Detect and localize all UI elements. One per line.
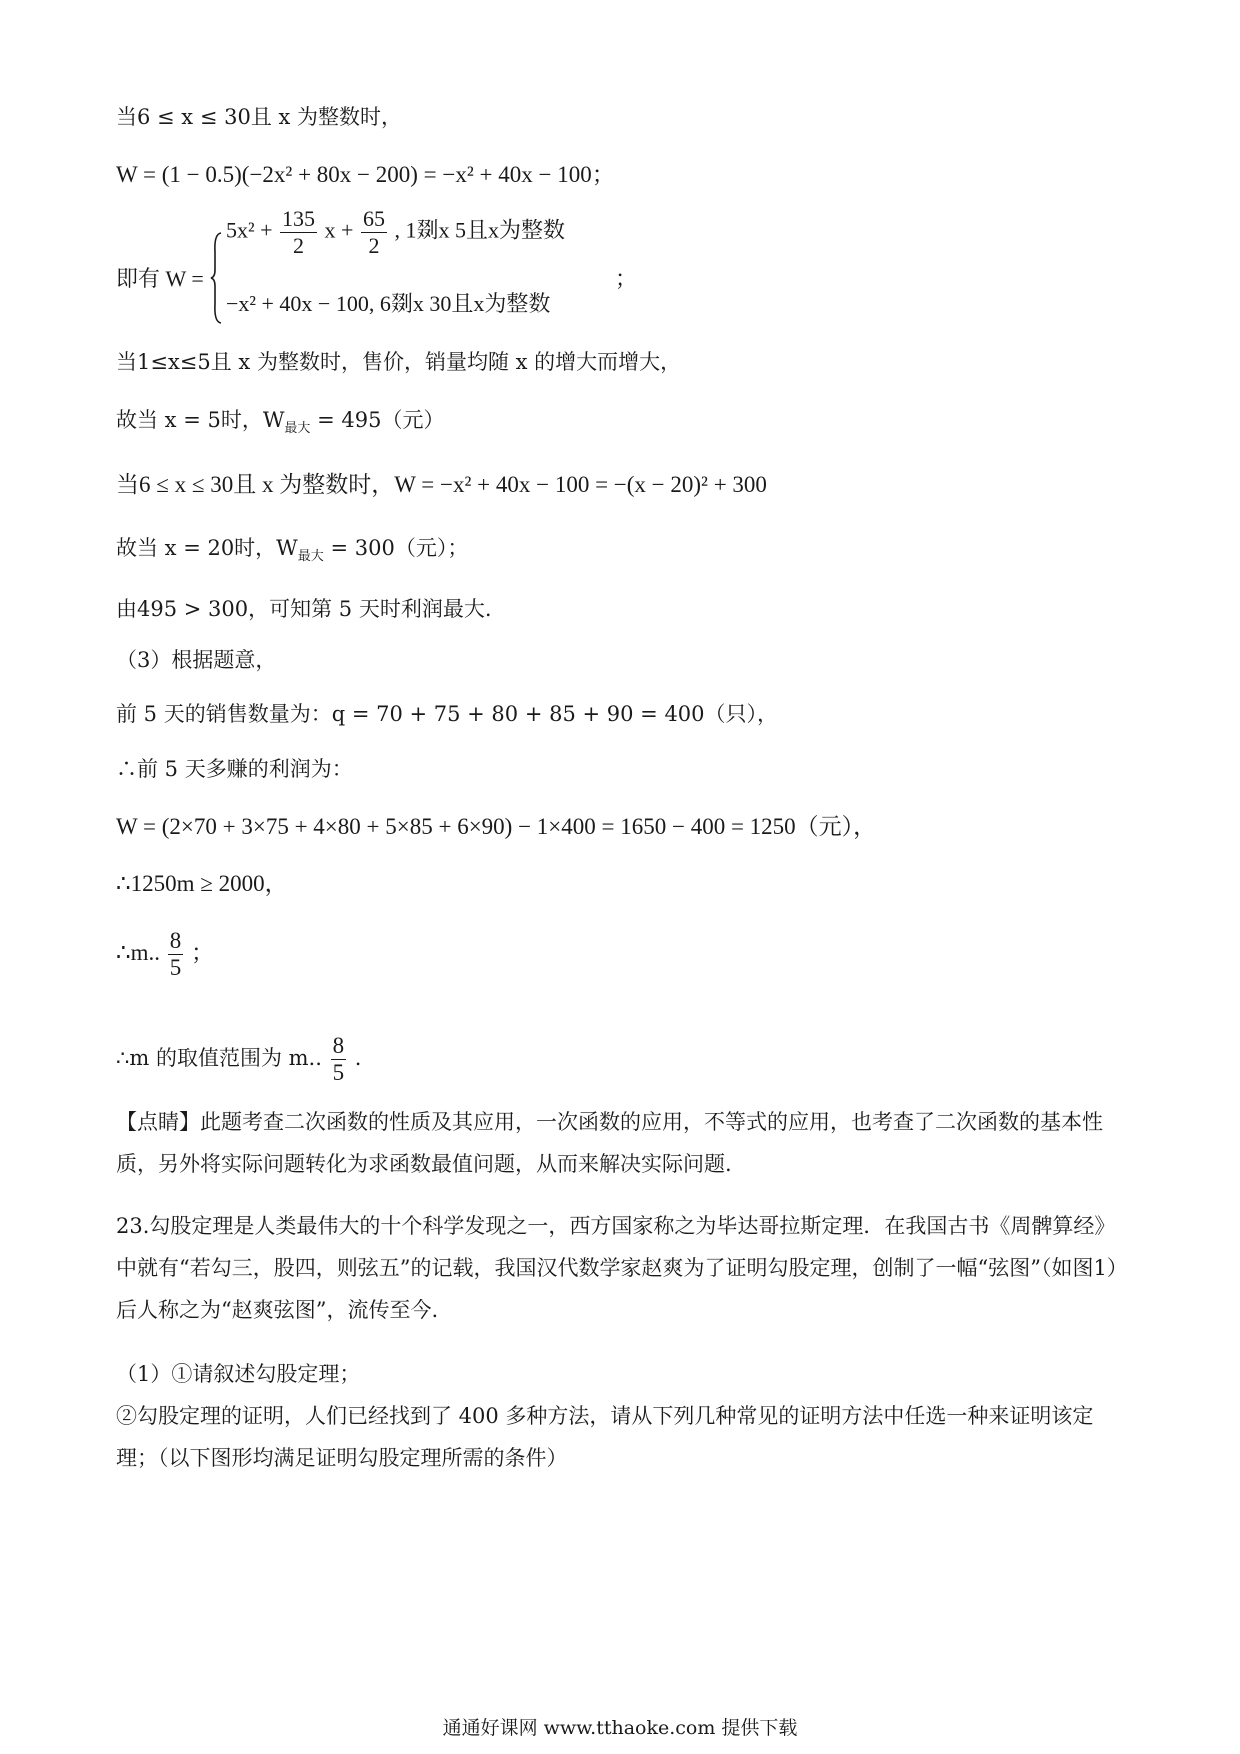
fraction-denominator: 5 xyxy=(332,1060,345,1085)
fraction-numerator: 8 xyxy=(169,928,182,953)
question-23-part-1: （1）①请叙述勾股定理； xyxy=(116,1362,361,1386)
fraction-135-2 xyxy=(280,206,317,259)
line-inequality: ∴1250m ≥ 2000， xyxy=(116,871,288,896)
comment-paragraph: 【点睛】此题考查二次函数的性质及其应用，一次函数的应用，不等式的应用，也考查了二次函数的基本性质，另外将实际问题转化为求函数最值问题，从而来解决实际问题. xyxy=(116,1110,1103,1176)
case1-condition: , 1剟x 5且x为整数 xyxy=(394,217,565,243)
max-at-5-value: = 495（元） xyxy=(310,408,445,432)
piecewise-prefix: 即有 W = xyxy=(116,266,204,291)
case1-expr-a: 5x² + xyxy=(226,217,273,243)
piecewise-case-2: −x² + 40x − 100, 6剟x 30且x为整数 xyxy=(226,291,551,316)
line-condition-6-30: 当6 ≤ x ≤ 30且 x 为整数时， xyxy=(116,105,403,129)
max-at-20-text: 故当 x = 20时，W xyxy=(116,536,298,560)
piecewise-suffix: ； xyxy=(615,267,638,292)
max-at-5-text: 故当 x = 5时，W xyxy=(116,408,285,432)
subscript-max: 最大 xyxy=(284,421,311,437)
line-m-bound xyxy=(116,928,214,981)
piecewise-brace xyxy=(210,232,222,324)
line-monotonic-increase: 当1≤x≤5且 x 为整数时，售价，销量均随 x 的增大而增大， xyxy=(116,350,682,374)
fraction-denominator: 2 xyxy=(368,233,380,258)
fraction-numerator: 65 xyxy=(362,206,385,231)
m-range-suffix: . xyxy=(354,1046,362,1070)
fraction-8-5 xyxy=(331,1033,347,1086)
line-max-at-5 xyxy=(116,405,444,444)
m-range-text: ∴m 的取值范围为 m.. xyxy=(116,1046,322,1070)
page-footer: 通通好课网 www.tthaoke.com 提供下载 xyxy=(442,1717,798,1739)
line-m-range xyxy=(116,1033,361,1086)
fraction-65-2 xyxy=(361,206,387,259)
line-profit-calculation: W = (2×70 + 3×75 + 4×80 + 5×85 + 6×90) − 1×400 = 1650 − 400 = 1250（元）， xyxy=(116,814,877,839)
line-compare-profit: 由495 > 300，可知第 5 天时利润最大. xyxy=(116,597,492,621)
max-at-20-value: = 300（元）； xyxy=(323,536,469,560)
case1-expr-b: x + xyxy=(324,217,354,243)
line-vertex-form: 当6 ≤ x ≤ 30且 x 为整数时，W = −x² + 40x − 100 = −(x − 20)² + 300 xyxy=(116,472,767,497)
piecewise-case-1 xyxy=(226,206,565,259)
line-sales-quantity: 前 5 天的销售数量为：q = 70 + 75 + 80 + 85 + 90 = 400（只）， xyxy=(116,702,779,726)
line-part-3: （3）根据题意， xyxy=(116,648,277,672)
fraction-8-5 xyxy=(168,928,184,981)
subscript-max: 最大 xyxy=(297,549,324,565)
line-w-second-case: W = (1 − 0.5)(−2x² + 80x − 200) = −x² + 40x − 100； xyxy=(116,162,615,187)
question-23-part-1-proof: ②勾股定理的证明，人们已经找到了 400 多种方法，请从下列几种常见的证明方法中任选一种来证明该定理；（以下图形均满足证明勾股定理所需的条件） xyxy=(116,1404,1094,1470)
fraction-denominator: 5 xyxy=(169,955,182,980)
question-23-paragraph: 23.勾股定理是人类最伟大的十个科学发现之一，西方国家称之为毕达哥拉斯定理．在我国古书《周髀算经》中就有“若勾三，股四，则弦五”的记载，我国汉代数学家赵爽为了证明勾股定理，创制了一幅“弦图”（如图1）后人称之为“赵爽弦图”，流传至今. xyxy=(116,1214,1118,1322)
line-max-at-20 xyxy=(116,533,468,572)
line-extra-profit: ∴前 5 天多赚的利润为： xyxy=(116,757,353,781)
fraction-numerator: 8 xyxy=(332,1033,345,1058)
m-bound-suffix: ； xyxy=(191,939,215,965)
m-bound-text: ∴m.. xyxy=(116,939,161,965)
fraction-denominator: 2 xyxy=(293,233,305,258)
fraction-numerator: 135 xyxy=(282,206,316,231)
